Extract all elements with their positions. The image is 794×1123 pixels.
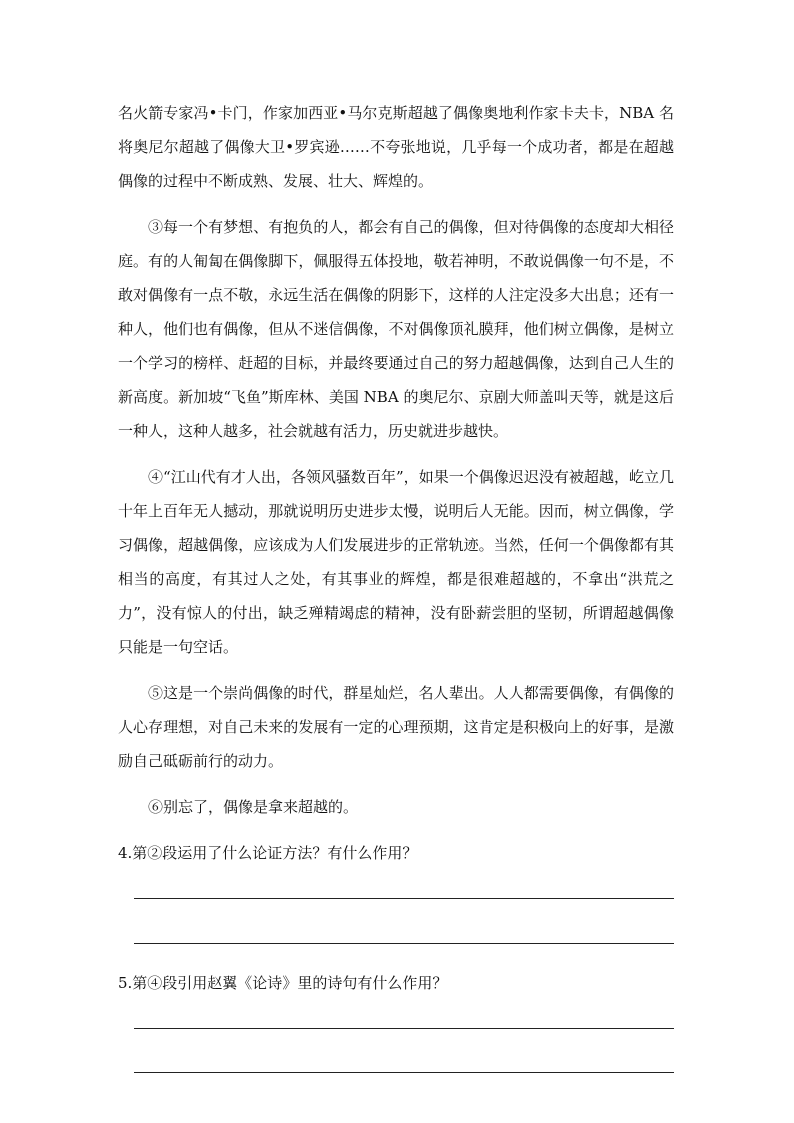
paragraph-gap [118, 778, 674, 790]
question-4: 4.第②段运用了什么论证方法？有什么作用？ [118, 844, 418, 862]
question-5: 5.第④段引用赵翼《论诗》里的诗句有什么作用？ [118, 974, 448, 992]
paragraph-gap [118, 198, 674, 210]
paragraph-2-continued: 名火箭专家冯•卡门，作家加西亚•马尔克斯超越了偶像奥地利作家卡夫卡，NBA 名将奥尼尔超越了偶像大卫•罗宾逊……不夸张地说，几乎每一个成功者，都是在超越偶像的过程中不断成熟、发展、壮大、辉煌的。 [118, 104, 674, 190]
answer-line-q5-2[interactable] [134, 1072, 674, 1073]
paragraph-gap [118, 664, 674, 676]
document-page [118, 96, 674, 1073]
paragraph-6: ⑥别忘了，偶像是拿来超越的。 [148, 798, 359, 816]
paragraph-3: ③每一个有梦想、有抱负的人，都会有自己的偶像，但对待偶像的态度却大相径庭。有的人匍匐在偶像脚下，佩服得五体投地，敬若神明，不敢说偶像一句不是，不敢对偶像有一点不敬，永远生活在偶像的阴影下，这样的人注定没多大出息；还有一种人，他们也有偶像，但从不迷信偶像，不对偶像顶礼膜拜，他们树立偶像，是树立一个学习的榜样、赶超的目标，并最终要通过自己的努力超越偶像，达到自己人生的新高度。新加坡“飞鱼”斯库林、美国 NBA 的奥尼尔、京剧大师盖叫天等，就是这后一种人，这种人越多，社会就越有活力，历史就进步越快。 [118, 218, 674, 440]
paragraph-5: ⑤这是一个崇尚偶像的时代，群星灿烂，名人辈出。人人都需要偶像，有偶像的人心存理想，对自己未来的发展有一定的心理预期，这肯定是积极向上的好事，是激励自己砥砺前行的动力。 [118, 684, 674, 770]
paragraph-gap [118, 824, 674, 836]
paragraph-4: ④“江山代有才人出，各领风骚数百年”，如果一个偶像迟迟没有被超越，屹立几十年上百年无人撼动，那就说明历史进步太慢，说明后人无能。因而，树立偶像，学习偶像，超越偶像，应该成为人们发展进步的正常轨迹。当然，任何一个偶像都有其相当的高度，有其过人之处，有其事业的辉煌，都是很难超越的，不拿出“洪荒之力”，没有惊人的付出，缺乏殚精竭虑的精神，没有卧薪尝胆的坚韧，所谓超越偶像只能是一句空话。 [118, 468, 674, 656]
paragraph-gap [118, 448, 674, 460]
